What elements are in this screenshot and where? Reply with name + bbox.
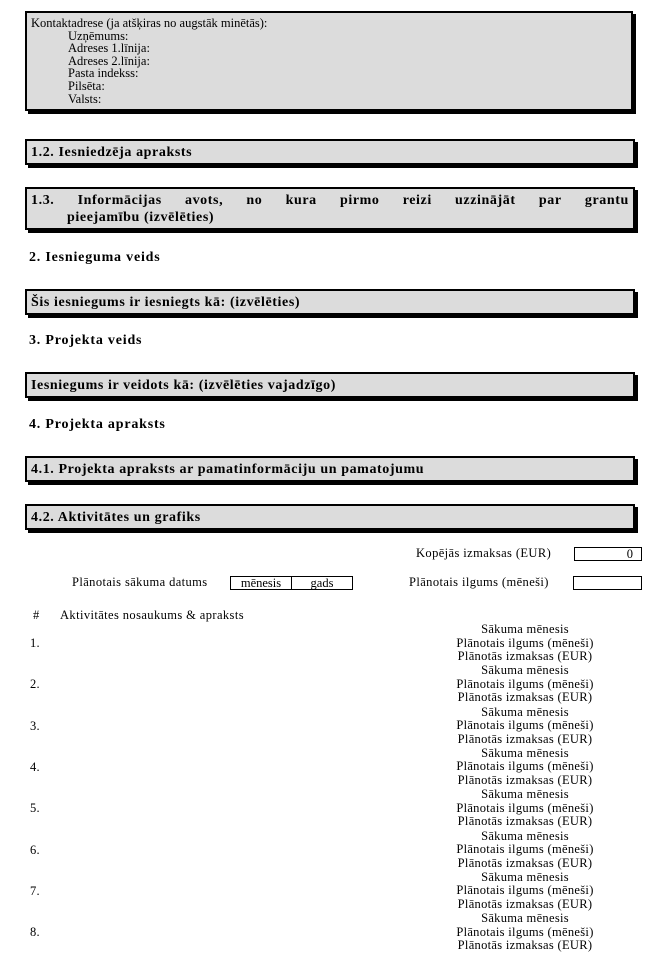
- company-field-label[interactable]: Uzņēmums:: [68, 28, 129, 43]
- activity-number-header: #: [33, 608, 40, 622]
- section-3-bar-title: Iesniegums ir veidots kā: (izvēlēties vajadzīgo): [31, 378, 337, 393]
- planned-costs-label: Plānotās izmaksas (EUR): [457, 896, 593, 911]
- contact-title: Kontaktadrese (ja atšķiras no augstāk minētās):: [31, 16, 268, 30]
- section-4-2-bar[interactable]: [25, 504, 635, 530]
- activity-name-header: Aktivitātes nosaukums & apraksts: [60, 608, 244, 622]
- activity-row-details[interactable]: [440, 830, 610, 871]
- start-month-label: Sākuma mēnesis: [481, 663, 569, 678]
- section-4-2-title: 4.2. Aktivitātes un grafiks: [31, 510, 201, 525]
- address-line2-label[interactable]: Adreses 2.līnija:: [68, 53, 150, 68]
- activity-row-details[interactable]: [440, 706, 610, 747]
- activity-row-details[interactable]: [440, 623, 610, 664]
- planned-duration-label: Plānotais ilgums (mēneši): [456, 718, 594, 733]
- planned-duration-label: Plānotais ilgums (mēneši): [456, 800, 594, 815]
- start-month-label: Sākuma mēnesis: [481, 704, 569, 719]
- section-1-3-bar[interactable]: [25, 187, 635, 230]
- planned-duration-label: Plānotais ilgums (mēneši): [456, 842, 594, 856]
- activity-row-number: 1.: [30, 636, 40, 650]
- heading-4: 4. Projekta apraksts: [29, 417, 166, 432]
- section-1-2-bar[interactable]: [25, 139, 635, 165]
- s13-word: kura: [285, 193, 317, 208]
- planned-costs-label: Plānotās izmaksas (EUR): [457, 731, 593, 746]
- s13-word: 1.3.: [31, 193, 55, 208]
- section-1-2-title: 1.2. Iesniedzēja apraksts: [31, 145, 193, 160]
- postal-code-label[interactable]: Pasta indekss:: [68, 66, 139, 81]
- s13-word: reizi: [402, 193, 432, 208]
- start-month-label: Sākuma mēnesis: [481, 745, 569, 760]
- s13-word: uzzinājāt: [455, 193, 516, 208]
- planned-costs-label: Plānotās izmaksas (EUR): [457, 855, 593, 870]
- activity-row-number: 6.: [30, 842, 40, 857]
- heading-3: 3. Projekta veids: [29, 333, 143, 348]
- planned-costs-label: Plānotās izmaksas (EUR): [457, 772, 593, 787]
- activity-row-number: 2.: [30, 677, 40, 692]
- section-3-bar[interactable]: [25, 372, 635, 398]
- start-year-field[interactable]: gads: [292, 576, 353, 590]
- section-4-1-bar[interactable]: [25, 456, 635, 482]
- s13-word: grantu: [584, 193, 629, 208]
- start-month-label: Sākuma mēnesis: [481, 787, 569, 802]
- total-costs-field[interactable]: 0: [574, 547, 642, 561]
- planned-costs-label: Plānotās izmaksas (EUR): [457, 938, 593, 953]
- start-month-label: Sākuma mēnesis: [481, 911, 569, 926]
- duration-field[interactable]: [573, 576, 642, 590]
- section-2-bar[interactable]: [25, 289, 635, 315]
- country-label[interactable]: Valsts:: [68, 91, 102, 106]
- activity-row-details[interactable]: [440, 664, 610, 705]
- planned-costs-label: Plānotās izmaksas (EUR): [457, 649, 593, 663]
- planned-duration-label: Plānotais ilgums (mēneši): [456, 676, 594, 691]
- planned-duration-label: Plānotais ilgums (mēneši): [456, 883, 594, 898]
- activity-row-number: 7.: [30, 883, 40, 898]
- address-line1-label[interactable]: Adreses 1.līnija:: [68, 41, 150, 56]
- activity-row-details[interactable]: [440, 871, 610, 912]
- planned-costs-label: Plānotās izmaksas (EUR): [457, 690, 593, 705]
- section-1-3-line2: pieejamību (izvēlēties): [67, 210, 215, 225]
- section-2-bar-title: Šis iesniegums ir iesniegts kā: (izvēlēties): [31, 295, 301, 310]
- activity-row-number: 4.: [30, 759, 40, 774]
- start-month-label: Sākuma mēnesis: [481, 869, 569, 884]
- start-date-label: Plānotais sākuma datums: [72, 575, 208, 589]
- activity-row-details[interactable]: [440, 747, 610, 788]
- planned-duration-label: Plānotais ilgums (mēneši): [456, 924, 594, 939]
- s13-word: pirmo: [339, 193, 380, 208]
- section-1-3-line1: [31, 192, 629, 209]
- planned-duration-label: Plānotais ilgums (mēneši): [456, 635, 594, 650]
- activity-row-details[interactable]: [440, 788, 610, 829]
- heading-2: 2. Iesnieguma veids: [29, 250, 161, 265]
- start-month-label: Sākuma mēnesis: [481, 828, 569, 843]
- section-4-1-title: 4.1. Projekta apraksts ar pamatinformāciju un pamatojumu: [31, 462, 425, 477]
- s13-word: par: [538, 193, 562, 208]
- s13-word: no: [246, 193, 263, 208]
- contact-address-box: [25, 11, 633, 111]
- activity-row-number: 5.: [30, 801, 40, 816]
- s13-word: Informācijas: [77, 193, 162, 208]
- city-label[interactable]: Pilsēta:: [68, 78, 105, 93]
- activity-row-number: 8.: [30, 925, 40, 940]
- start-month-label: Sākuma mēnesis: [481, 622, 569, 636]
- duration-label: Plānotais ilgums (mēneši): [409, 575, 549, 589]
- planned-duration-label: Plānotais ilgums (mēneši): [456, 759, 594, 774]
- activity-row-number: 3.: [30, 718, 40, 733]
- s13-word: avots,: [184, 193, 224, 208]
- start-month-field[interactable]: mēnesis: [230, 576, 292, 590]
- planned-costs-label: Plānotās izmaksas (EUR): [457, 814, 593, 829]
- total-costs-label: Kopējās izmaksas (EUR): [416, 546, 552, 560]
- activity-row-details[interactable]: [440, 912, 610, 953]
